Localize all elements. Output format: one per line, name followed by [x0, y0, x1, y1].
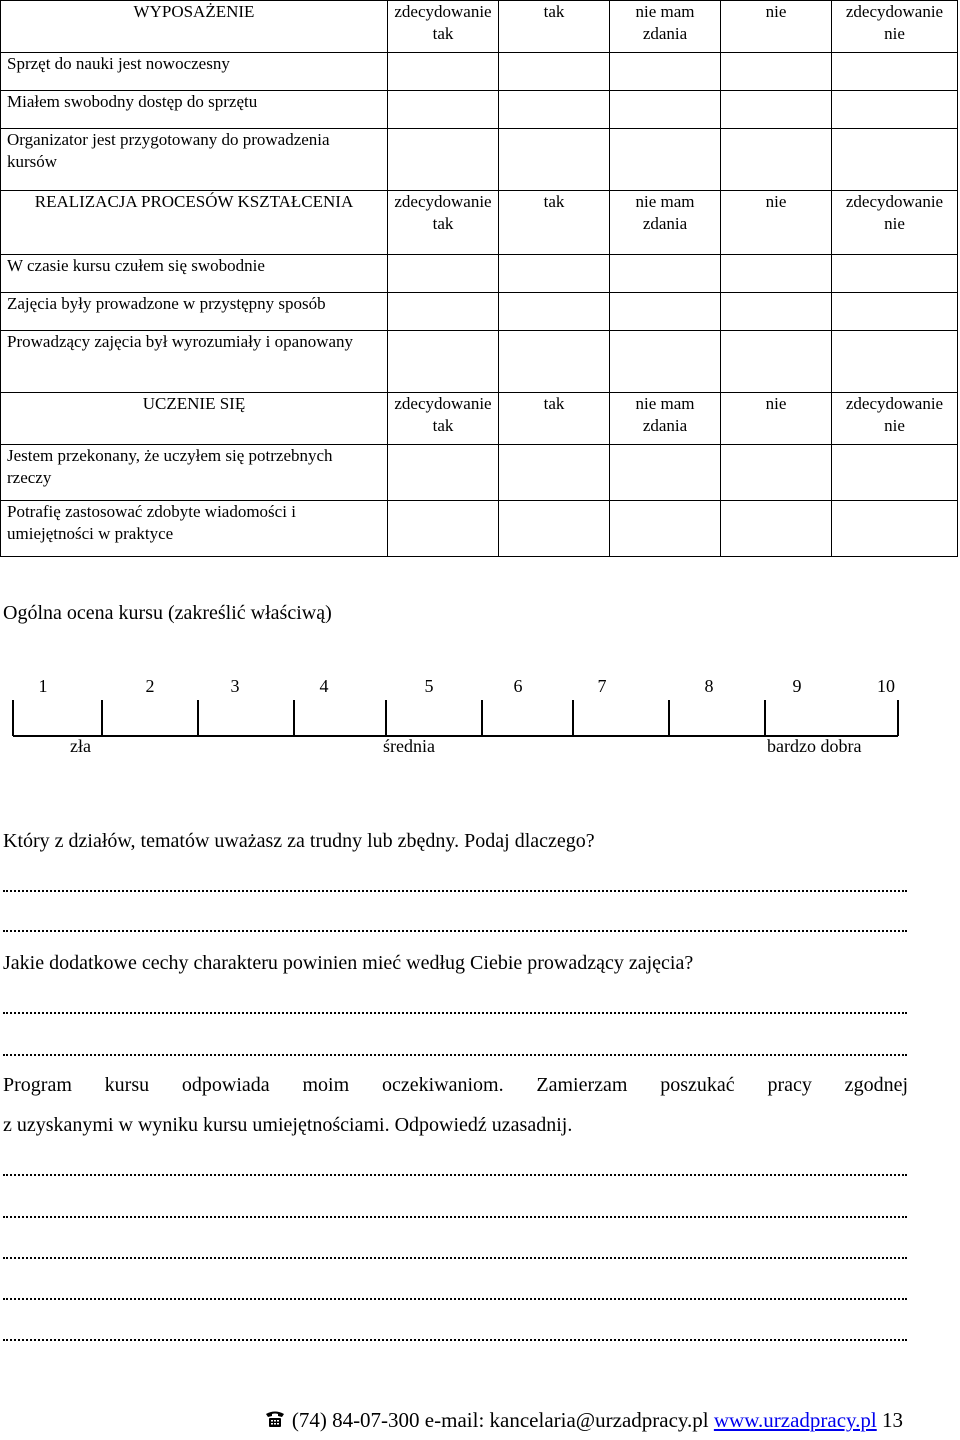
answer-line[interactable] — [3, 1052, 907, 1056]
answer-cell[interactable] — [832, 255, 958, 293]
answer-cell[interactable] — [610, 255, 721, 293]
rating-5[interactable]: 5 — [424, 676, 434, 696]
answer-cell[interactable] — [610, 501, 721, 557]
answer-cell[interactable] — [388, 91, 499, 129]
option-strongly-no: zdecydowanie nie — [832, 1, 958, 53]
answer-cell[interactable] — [388, 53, 499, 91]
rating-7[interactable]: 7 — [597, 676, 607, 696]
option-strongly-no: zdecydowanie nie — [832, 393, 958, 445]
answer-line[interactable] — [3, 1255, 907, 1259]
answer-cell[interactable] — [832, 445, 958, 501]
rating-scale-descriptions — [0, 736, 960, 760]
option-strongly-yes: zdecydowanie tak — [388, 191, 499, 255]
rating-high-label: bardzo dobra — [767, 736, 862, 756]
rating-1[interactable]: 1 — [38, 676, 48, 696]
answer-cell[interactable] — [610, 53, 721, 91]
option-no: nie — [721, 393, 832, 445]
answer-cell[interactable] — [388, 501, 499, 557]
answer-line[interactable] — [3, 1296, 907, 1300]
option-strongly-yes: zdecydowanie tak — [388, 393, 499, 445]
answer-cell[interactable] — [832, 501, 958, 557]
question-text: W czasie kursu czułem się swobodnie — [1, 255, 388, 293]
option-strongly-yes: zdecydowanie tak — [388, 1, 499, 53]
option-yes: tak — [499, 191, 610, 255]
option-strongly-no: zdecydowanie nie — [832, 191, 958, 255]
answer-cell[interactable] — [832, 293, 958, 331]
option-no-opinion: nie mam zdania — [610, 393, 721, 445]
answer-cell[interactable] — [832, 53, 958, 91]
answer-line[interactable] — [3, 1337, 907, 1341]
answer-cell[interactable] — [499, 331, 610, 393]
footer-contact: (74) 84-07-300 e-mail: kancelaria@urzadpracy.pl — [291, 1408, 709, 1432]
option-yes: tak — [499, 393, 610, 445]
rating-9[interactable]: 9 — [792, 676, 802, 696]
answer-line[interactable] — [3, 1214, 907, 1218]
section-title-education-process: REALIZACJA PROCESÓW KSZTAŁCENIA — [1, 191, 388, 255]
answer-line[interactable] — [3, 1010, 907, 1014]
rating-4[interactable]: 4 — [319, 676, 329, 696]
question-text: Jestem przekonany, że uczyłem się potrzebnych rzeczy — [1, 445, 388, 501]
answer-cell[interactable] — [721, 255, 832, 293]
answer-cell[interactable] — [388, 255, 499, 293]
answer-cell[interactable] — [388, 293, 499, 331]
rating-2[interactable]: 2 — [145, 676, 155, 696]
answer-cell[interactable] — [388, 331, 499, 393]
answer-cell[interactable] — [832, 129, 958, 191]
answer-cell[interactable] — [832, 331, 958, 393]
answer-cell[interactable] — [832, 91, 958, 129]
answer-cell[interactable] — [499, 129, 610, 191]
rating-mid-label: średnia — [383, 736, 435, 756]
phone-icon — [264, 1409, 286, 1429]
open-question-3-line-1: Program kursu odpowiada moim oczekiwaniom. Zamierzam poszukać pracy zgodnej — [3, 1074, 908, 1096]
answer-cell[interactable] — [721, 53, 832, 91]
answer-cell[interactable] — [721, 331, 832, 393]
section-title-equipment: WYPOSAŻENIE — [1, 1, 388, 53]
question-text: Organizator jest przygotowany do prowadzenia kursów — [1, 129, 388, 191]
answer-cell[interactable] — [499, 293, 610, 331]
answer-cell[interactable] — [610, 445, 721, 501]
answer-cell[interactable] — [610, 129, 721, 191]
open-question-3-line-2: z uzyskanymi w wyniku kursu umiejętnościami. Odpowiedź uzasadnij. — [3, 1114, 573, 1136]
answer-cell[interactable] — [721, 501, 832, 557]
answer-cell[interactable] — [610, 91, 721, 129]
answer-cell[interactable] — [721, 91, 832, 129]
answer-cell[interactable] — [610, 331, 721, 393]
answer-cell[interactable] — [499, 255, 610, 293]
rating-6[interactable]: 6 — [513, 676, 523, 696]
answer-line[interactable] — [3, 888, 907, 892]
question-text: Prowadzący zajęcia był wyrozumiały i opanowany — [1, 331, 388, 393]
rating-scale-line — [0, 696, 960, 740]
rating-8[interactable]: 8 — [704, 676, 714, 696]
survey-table — [0, 0, 958, 557]
section-title-learning: UCZENIE SIĘ — [1, 393, 388, 445]
open-question-2: Jakie dodatkowe cechy charakteru powinien mieć według Ciebie prowadzący zajęcia? — [3, 952, 694, 974]
option-no: nie — [721, 191, 832, 255]
answer-line[interactable] — [3, 1172, 907, 1176]
rating-low-label: zła — [70, 736, 91, 756]
open-question-1: Który z działów, tematów uważasz za trudny lub zbędny. Podaj dlaczego? — [3, 830, 595, 852]
answer-cell[interactable] — [721, 293, 832, 331]
page-number: 13 — [882, 1408, 903, 1432]
overall-rating-label: Ogólna ocena kursu (zakreślić właściwą) — [3, 602, 332, 624]
answer-cell[interactable] — [499, 501, 610, 557]
answer-cell[interactable] — [388, 129, 499, 191]
rating-10[interactable]: 10 — [877, 676, 895, 696]
answer-cell[interactable] — [499, 445, 610, 501]
answer-cell[interactable] — [721, 445, 832, 501]
answer-cell[interactable] — [610, 293, 721, 331]
option-yes: tak — [499, 1, 610, 53]
rating-3[interactable]: 3 — [230, 676, 240, 696]
answer-line[interactable] — [3, 928, 907, 932]
option-no: nie — [721, 1, 832, 53]
footer-website-link[interactable]: www.urzadpracy.pl — [713, 1408, 877, 1432]
answer-cell[interactable] — [499, 91, 610, 129]
footer — [264, 1408, 903, 1433]
answer-cell[interactable] — [388, 445, 499, 501]
question-text: Zajęcia były prowadzone w przystępny sposób — [1, 293, 388, 331]
option-no-opinion: nie mam zdania — [610, 1, 721, 53]
answer-cell[interactable] — [721, 129, 832, 191]
answer-cell[interactable] — [499, 53, 610, 91]
question-text: Miałem swobodny dostęp do sprzętu — [1, 91, 388, 129]
option-no-opinion: nie mam zdania — [610, 191, 721, 255]
question-text: Sprzęt do nauki jest nowoczesny — [1, 53, 388, 91]
question-text: Potrafię zastosować zdobyte wiadomości i umiejętności w praktyce — [1, 501, 388, 557]
